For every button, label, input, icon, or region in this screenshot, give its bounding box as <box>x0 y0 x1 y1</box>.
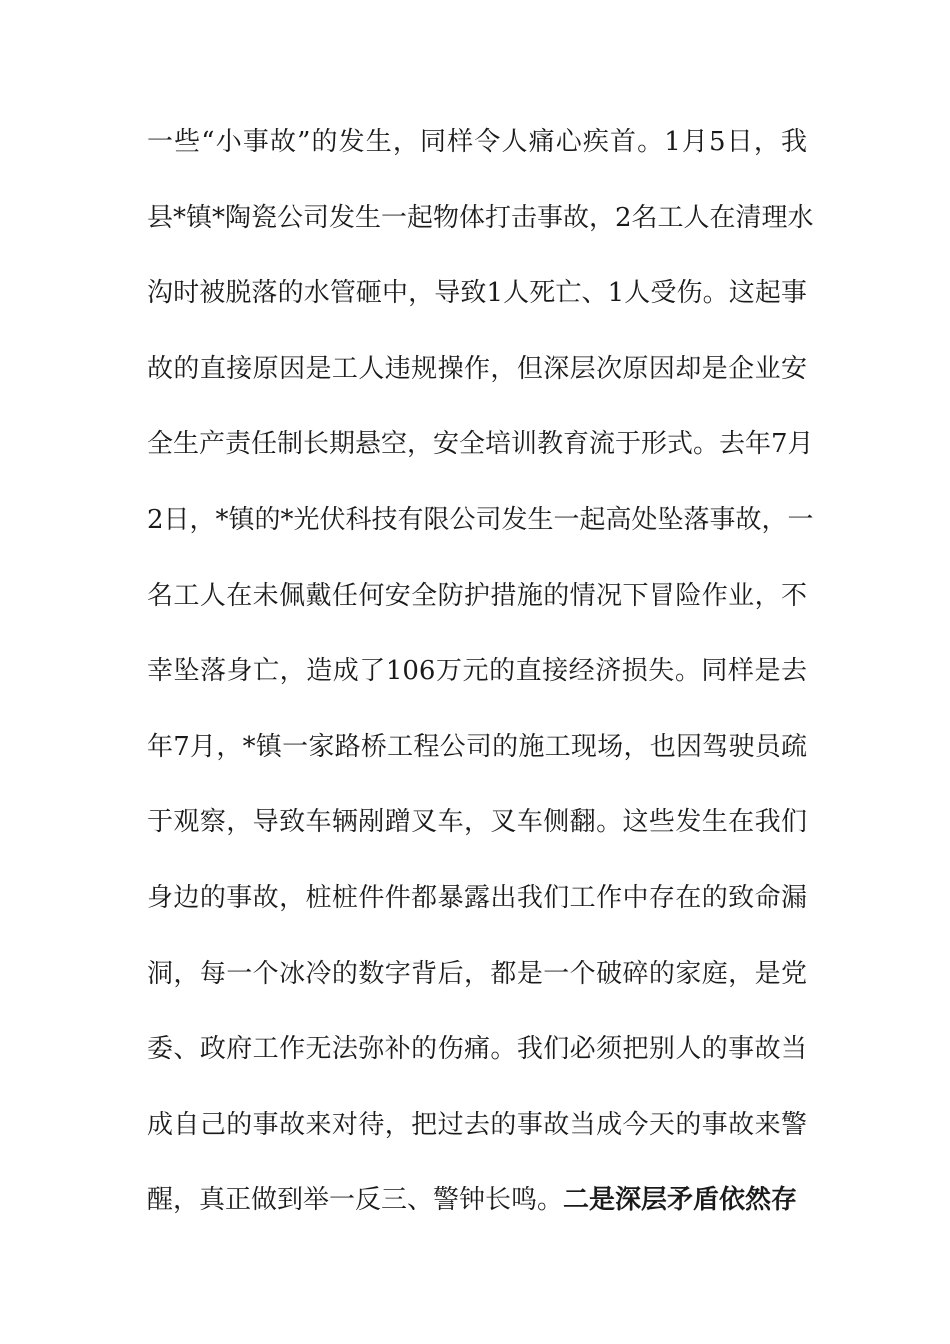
text-line-15-regular: 醒，真正做到举一反三、警钟长鸣。 <box>147 1185 564 1216</box>
text-line-7: 名工人在未佩戴任何安全防护措施的情况下冒险作业，不 <box>147 580 807 611</box>
text-line-3: 沟时被脱落的水管砸中，导致1人死亡、1人受伤。这起事 <box>147 278 807 309</box>
text-line-10: 于观察，导致车辆剐蹭叉车，叉车侧翻。这些发生在我们 <box>147 807 807 838</box>
document-body <box>147 118 814 1252</box>
text-line-2: 县*镇*陶瓷公司发生一起物体打击事故，2名工人在清理水 <box>147 202 814 233</box>
text-line-14: 成自己的事故来对待，把过去的事故当成今天的事故来警 <box>147 1109 807 1140</box>
text-line-5: 全生产责任制长期悬空，安全培训教育流于形式。去年7月 <box>147 429 814 460</box>
text-line-8: 幸坠落身亡，造成了106万元的直接经济损失。同样是去 <box>147 656 807 687</box>
text-line-4: 故的直接原因是工人违规操作，但深层次原因却是企业安 <box>147 353 807 384</box>
text-line-11: 身边的事故，桩桩件件都暴露出我们工作中存在的致命漏 <box>147 882 807 913</box>
text-line-9: 年7月，*镇一家路桥工程公司的施工现场，也因驾驶员疏 <box>147 731 807 762</box>
text-line-15 <box>147 1176 807 1252</box>
bold-heading-fragment: 二是深层矛盾依然存 <box>563 1185 798 1216</box>
text-line-1: 一些“小事故”的发生，同样令人痛心疾首。1月5日，我 <box>147 127 807 157</box>
text-line-6: 2日，*镇的*光伏科技有限公司发生一起高处坠落事故，一 <box>147 504 814 535</box>
text-line-12: 洞，每一个冰冷的数字背后，都是一个破碎的家庭，是党 <box>147 958 807 989</box>
text-line-13: 委、政府工作无法弥补的伤痛。我们必须把别人的事故当 <box>147 1034 807 1065</box>
